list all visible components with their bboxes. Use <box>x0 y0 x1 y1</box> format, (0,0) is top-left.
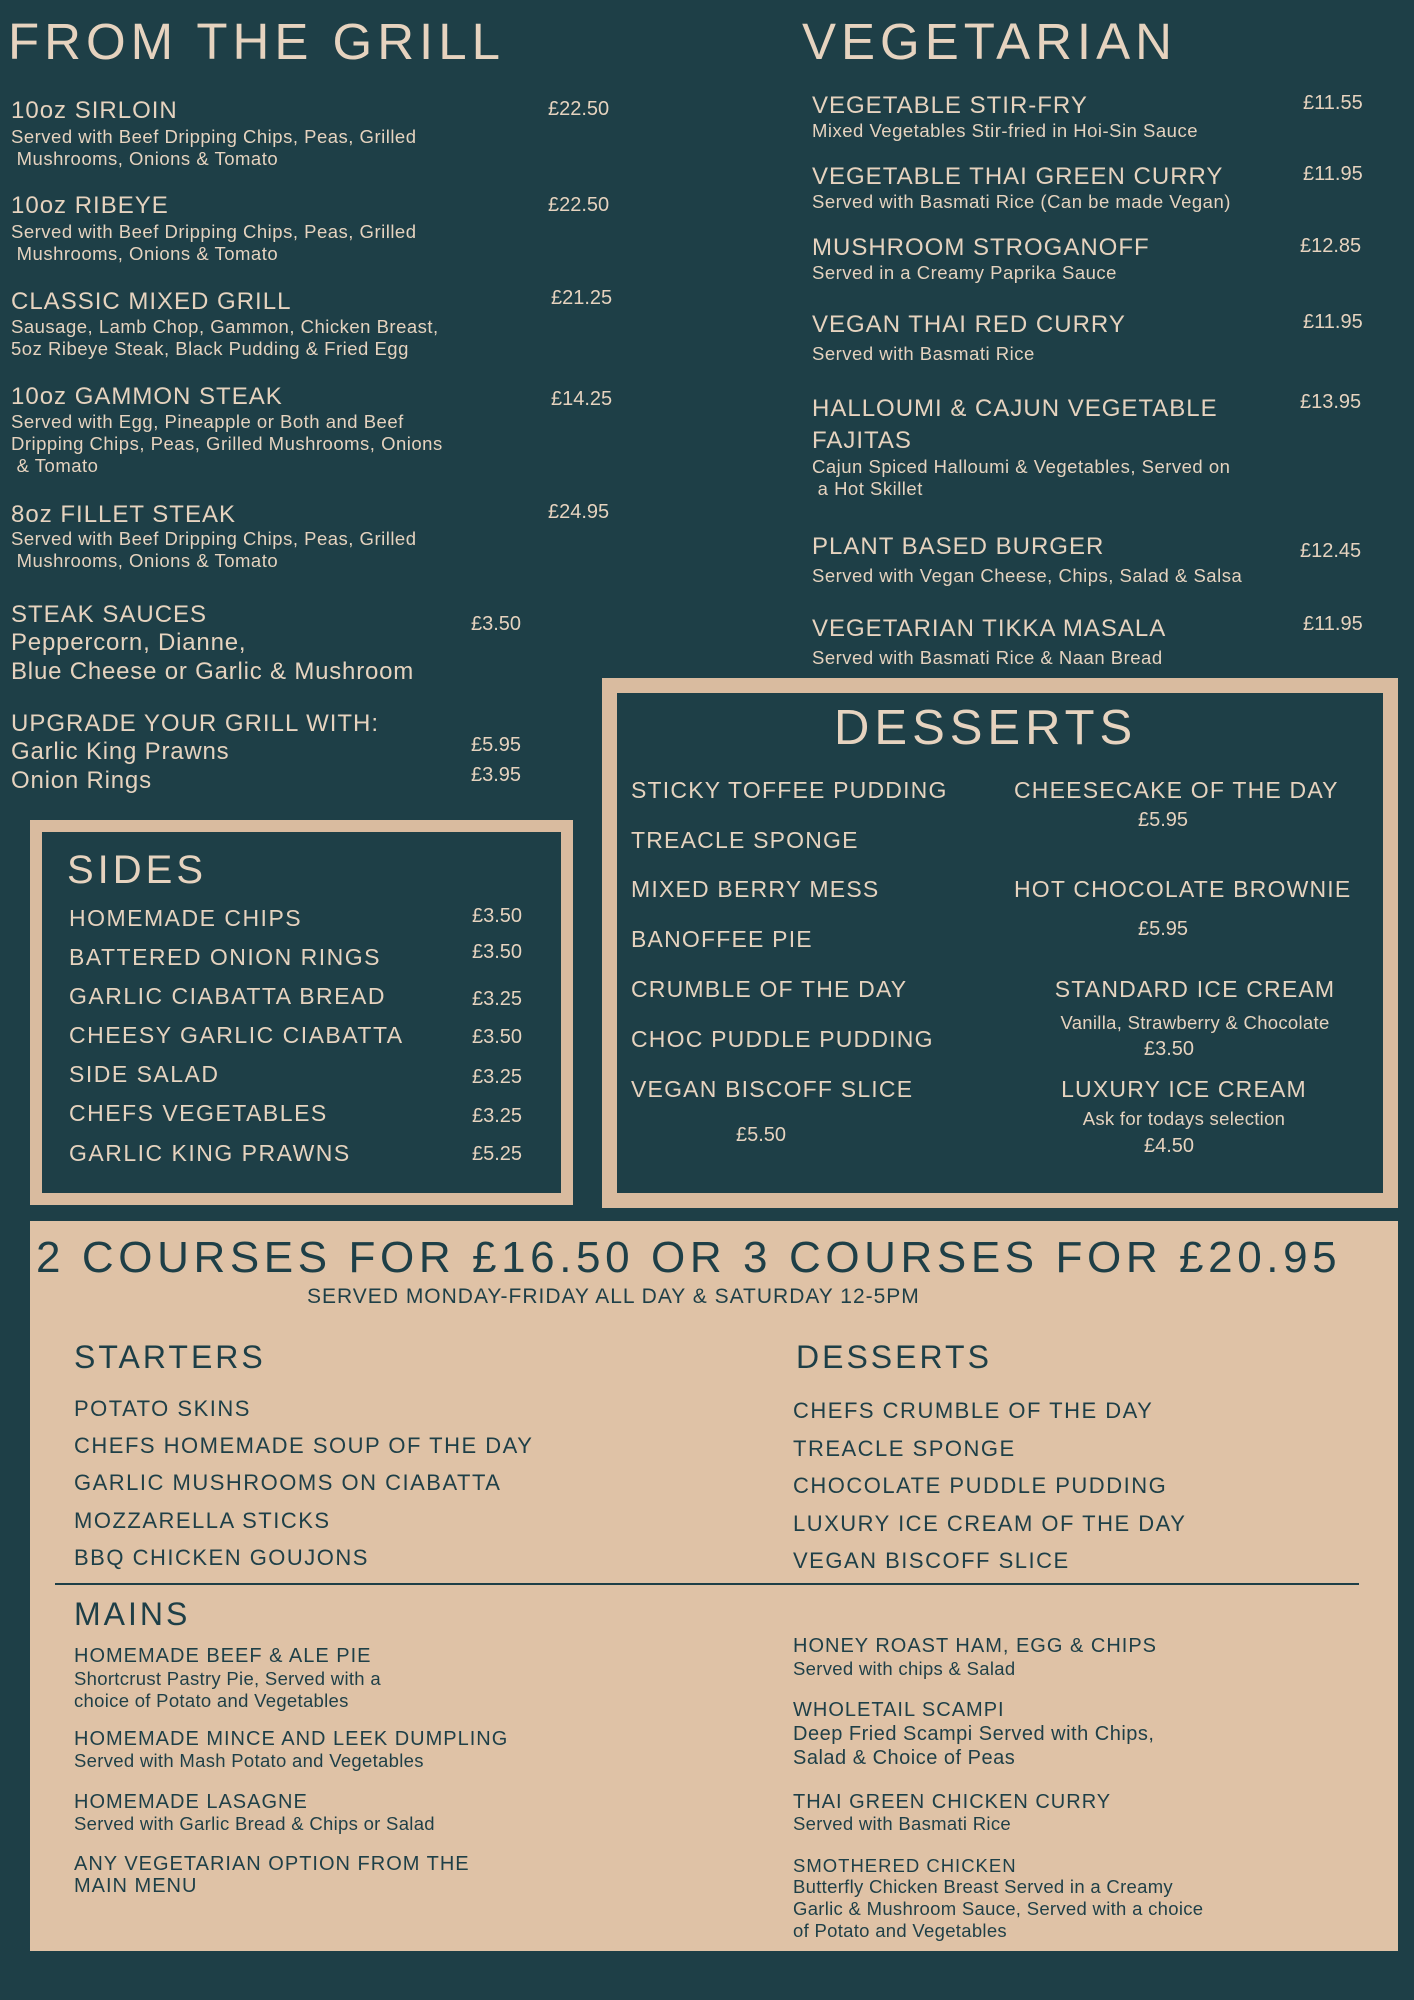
standard-ice-desc: Vanilla, Strawberry & Chocolate <box>1060 1012 1330 1033</box>
standard-ice-price: £3.50 <box>1143 1038 1195 1060</box>
side-item-price: £3.50 <box>472 941 523 963</box>
brownie-name: HOT CHOCOLATE BROWNIE <box>1014 876 1352 902</box>
side-item-name: GARLIC CIABATTA BREAD <box>69 983 386 1009</box>
grill-item-name: CLASSIC MIXED GRILL <box>11 288 292 315</box>
upgrade-item-price: £5.95 <box>471 734 522 756</box>
main-item-desc: Served with Mash Potato and Vegetables <box>74 1750 424 1771</box>
set-dessert-item: VEGAN BISCOFF SLICE <box>793 1548 1070 1573</box>
main-item-desc: Served with chips & Salad <box>793 1658 1016 1679</box>
side-item-price: £3.25 <box>472 1105 523 1127</box>
grill-item-desc: Sausage, Lamb Chop, Gammon, Chicken Breast, 5oz Ribeye Steak, Black Pudding & Fried Egg <box>11 316 439 360</box>
grill-item-name: 8oz FILLET STEAK <box>11 501 236 528</box>
dessert-left-price: £5.50 <box>736 1124 787 1146</box>
main-item-name: ANY VEGETARIAN OPTION FROM THE MAIN MENU <box>74 1853 470 1897</box>
steak-sauces-list: Peppercorn, Dianne, Blue Cheese or Garlic & Mushroom <box>11 629 415 685</box>
vegetarian-title: VEGETARIAN <box>802 13 1177 70</box>
set-menu-subtitle: SERVED MONDAY-FRIDAY ALL DAY & SATURDAY 12-5PM <box>307 1285 920 1308</box>
dessert-item: STICKY TOFFEE PUDDING <box>631 777 948 803</box>
dessert-item: VEGAN BISCOFF SLICE <box>631 1076 914 1102</box>
main-item-desc: Served with Basmati Rice <box>793 1813 1011 1834</box>
set-desserts-title: DESSERTS <box>796 1339 992 1375</box>
dessert-item: MIXED BERRY MESS <box>631 876 880 902</box>
grill-item-price: £22.50 <box>548 194 610 216</box>
desserts-title: DESSERTS <box>834 701 1138 755</box>
set-menu-panel <box>30 1221 1398 1951</box>
grill-item-price: £22.50 <box>548 98 610 120</box>
main-item-name: SMOTHERED CHICKEN <box>793 1855 1017 1876</box>
starter-item: GARLIC MUSHROOMS ON CIABATTA <box>74 1470 502 1495</box>
set-menu-title: 2 COURSES FOR £16.50 OR 3 COURSES FOR £20.95 <box>36 1233 1342 1282</box>
main-item-desc: Deep Fried Scampi Served with Chips, Salad & Choice of Peas <box>793 1723 1155 1769</box>
veg-item-name: VEGAN THAI RED CURRY <box>812 311 1126 338</box>
main-item-name: THAI GREEN CHICKEN CURRY <box>793 1791 1112 1813</box>
set-dessert-item: LUXURY ICE CREAM OF THE DAY <box>793 1511 1187 1536</box>
veg-item-desc: Served with Basmati Rice (Can be made Vegan) <box>812 191 1231 212</box>
veg-item-desc: Served with Basmati Rice & Naan Bread <box>812 647 1163 668</box>
veg-item-price: £12.45 <box>1300 540 1362 562</box>
starter-item: MOZZARELLA STICKS <box>74 1508 331 1533</box>
luxury-ice-desc: Ask for todays selection <box>1082 1108 1286 1129</box>
steak-sauces-price: £3.50 <box>471 613 522 635</box>
dessert-item: CRUMBLE OF THE DAY <box>631 976 908 1002</box>
veg-item-price: £11.95 <box>1303 311 1363 333</box>
set-dessert-item: CHOCOLATE PUDDLE PUDDING <box>793 1473 1168 1498</box>
grill-item-desc: Served with Beef Dripping Chips, Peas, Grilled Mushrooms, Onions & Tomato <box>11 126 417 170</box>
side-item-price: £3.50 <box>472 1026 523 1048</box>
grill-item-desc: Served with Beef Dripping Chips, Peas, Grilled Mushrooms, Onions & Tomato <box>11 221 417 265</box>
side-item-name: BATTERED ONION RINGS <box>69 944 381 970</box>
side-item-name: SIDE SALAD <box>69 1061 220 1087</box>
grill-item-desc: Served with Beef Dripping Chips, Peas, Grilled Mushrooms, Onions & Tomato <box>11 528 417 572</box>
steak-sauces-title: STEAK SAUCES <box>11 601 208 628</box>
starters-title: STARTERS <box>74 1339 266 1375</box>
sides-title: SIDES <box>67 848 208 892</box>
grill-item-price: £24.95 <box>548 501 610 523</box>
side-item-name: CHEESY GARLIC CIABATTA <box>69 1022 404 1048</box>
dessert-item: CHOC PUDDLE PUDDING <box>631 1026 934 1052</box>
side-item-price: £3.50 <box>472 905 523 927</box>
starter-item: BBQ CHICKEN GOUJONS <box>74 1545 369 1570</box>
grill-item-desc: Served with Egg, Pineapple or Both and Beef Dripping Chips, Peas, Grilled Mushrooms, Onions & Tomato <box>11 411 443 477</box>
side-item-name: GARLIC KING PRAWNS <box>69 1140 351 1166</box>
main-item-name: HONEY ROAST HAM, EGG & CHIPS <box>793 1635 1157 1657</box>
luxury-ice-name: LUXURY ICE CREAM <box>1061 1076 1307 1102</box>
starter-item: CHEFS HOMEMADE SOUP OF THE DAY <box>74 1433 534 1458</box>
upgrade-item-price: £3.95 <box>471 764 522 786</box>
veg-item-price: £11.95 <box>1303 613 1363 635</box>
veg-item-desc: Served in a Creamy Paprika Sauce <box>812 262 1117 283</box>
brownie-price: £5.95 <box>1138 918 1189 940</box>
veg-item-price: £13.95 <box>1300 391 1362 413</box>
main-item-name: WHOLETAIL SCAMPI <box>793 1699 1005 1721</box>
veg-item-price: £12.85 <box>1300 235 1362 257</box>
grill-item-name: 10oz RIBEYE <box>11 192 169 219</box>
set-menu-divider <box>55 1583 1359 1585</box>
starter-item: POTATO SKINS <box>74 1396 251 1421</box>
side-item-name: HOMEMADE CHIPS <box>69 905 303 931</box>
grill-title: FROM THE GRILL <box>8 13 505 70</box>
upgrade-item-name: Onion Rings <box>11 767 152 794</box>
veg-item-desc: Cajun Spiced Halloumi & Vegetables, Served on a Hot Skillet <box>812 456 1231 500</box>
dessert-item: TREACLE SPONGE <box>631 827 859 853</box>
veg-item-price: £11.95 <box>1303 163 1363 185</box>
side-item-price: £3.25 <box>472 1066 523 1088</box>
upgrade-item-name: Garlic King Prawns <box>11 738 230 765</box>
veg-item-name: VEGETARIAN TIKKA MASALA <box>812 615 1167 642</box>
veg-item-price: £11.55 <box>1303 92 1363 114</box>
dessert-item: BANOFFEE PIE <box>631 926 813 952</box>
side-item-name: CHEFS VEGETABLES <box>69 1100 328 1126</box>
main-item-name: HOMEMADE BEEF & ALE PIE <box>74 1645 372 1667</box>
cheesecake-price: £5.95 <box>1138 809 1189 831</box>
mains-title: MAINS <box>74 1596 191 1632</box>
veg-item-desc: Served with Basmati Rice <box>812 343 1035 364</box>
veg-item-name: PLANT BASED BURGER <box>812 533 1105 560</box>
main-item-name: HOMEMADE MINCE AND LEEK DUMPLING <box>74 1728 509 1750</box>
upgrade-title: UPGRADE YOUR GRILL WITH: <box>11 710 380 737</box>
main-item-desc: Butterfly Chicken Breast Served in a Creamy Garlic & Mushroom Sauce, Served with a choice of Potato and Vegetables <box>793 1876 1204 1941</box>
standard-ice-name: STANDARD ICE CREAM <box>1054 976 1336 1002</box>
veg-item-name: HALLOUMI & CAJUN VEGETABLE FAJITAS <box>812 395 1218 454</box>
main-item-desc: Shortcrust Pastry Pie, Served with a choice of Potato and Vegetables <box>74 1668 381 1711</box>
main-item-desc: Served with Garlic Bread & Chips or Salad <box>74 1813 435 1834</box>
grill-item-name: 10oz SIRLOIN <box>11 97 178 124</box>
veg-item-name: VEGETABLE THAI GREEN CURRY <box>812 163 1224 190</box>
side-item-price: £5.25 <box>472 1143 523 1165</box>
veg-item-name: VEGETABLE STIR-FRY <box>812 92 1088 119</box>
grill-item-name: 10oz GAMMON STEAK <box>11 383 283 410</box>
side-item-price: £3.25 <box>472 988 523 1010</box>
set-dessert-item: TREACLE SPONGE <box>793 1436 1016 1461</box>
cheesecake-name: CHEESECAKE OF THE DAY <box>1014 777 1339 803</box>
veg-item-name: MUSHROOM STROGANOFF <box>812 234 1150 261</box>
luxury-ice-price: £4.50 <box>1143 1135 1195 1157</box>
veg-item-desc: Served with Vegan Cheese, Chips, Salad & Salsa <box>812 565 1243 586</box>
veg-item-desc: Mixed Vegetables Stir-fried in Hoi-Sin Sauce <box>812 120 1199 141</box>
main-item-name: HOMEMADE LASAGNE <box>74 1791 308 1813</box>
set-dessert-item: CHEFS CRUMBLE OF THE DAY <box>793 1398 1154 1423</box>
grill-item-price: £21.25 <box>551 287 613 309</box>
grill-item-price: £14.25 <box>551 388 613 410</box>
